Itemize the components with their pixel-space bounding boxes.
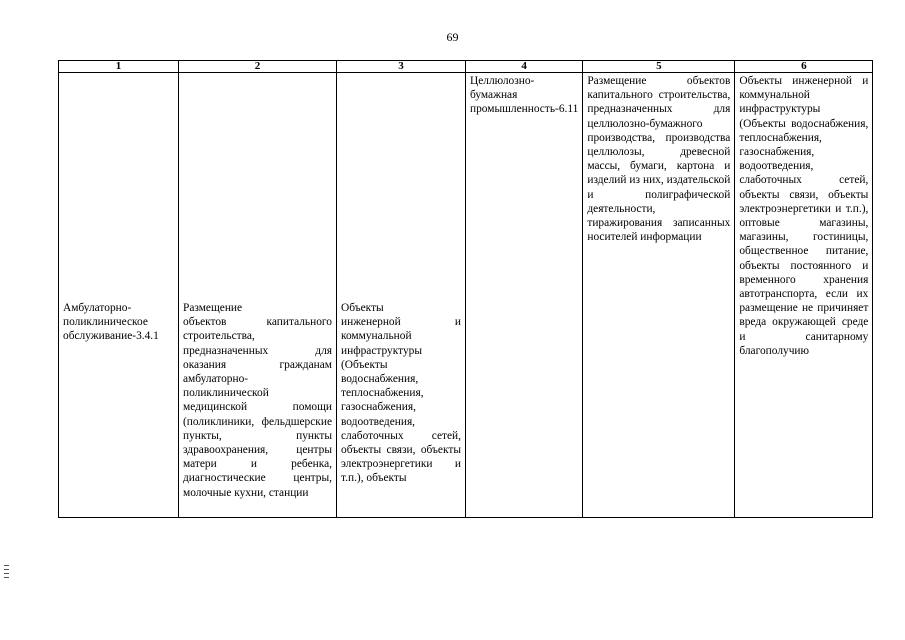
use-name-ambulatory: Амбулаторно-поликлиническое обслуживание-3.4.1 xyxy=(63,302,159,343)
header-col-6: 6 xyxy=(735,61,873,73)
objects-first-word: Объекты xyxy=(341,302,384,314)
header-col-5: 5 xyxy=(583,61,735,73)
cell-objects-ambulatory xyxy=(337,73,466,518)
header-col-3: 3 xyxy=(337,61,466,73)
table-row xyxy=(59,73,873,518)
header-row xyxy=(59,61,873,73)
use-name-pulp-paper: Целлюлозно-бумажная промышленность-6.11 xyxy=(470,75,579,116)
description-first-word: Размещение xyxy=(183,302,243,314)
margin-scan-mark xyxy=(4,565,9,581)
permitted-use-table xyxy=(58,60,873,518)
header-col-2: 2 xyxy=(179,61,337,73)
cell-description-pulp-paper xyxy=(583,73,735,518)
description-pulp-paper: Размещение объектов капитального строительства, предназначенных для целлюлозно-бумажного производства, производства целлюлозы, древесной массы, бумаги, картона и изделий из них, издательской и полиграфической деятельности, тиражирования записанных носителей информации xyxy=(587,75,731,244)
header-col-4: 4 xyxy=(466,61,583,73)
cell-use-name-pulp-paper xyxy=(466,73,583,518)
description-ambulatory: объектов капитального строительства, предназначенных для оказания гражданам амбулаторно-поликлинической медицинской помощи (поликлиники, фельдшерские пункты, пункты здравоохранения, центры матери и ребенка, диагностические центры, молочные кухни, станции xyxy=(183,316,332,499)
header-col-1: 1 xyxy=(59,61,179,73)
objects-ambulatory: инженерной и коммунальной инфраструктуры (Объекты водоснабжения, теплоснабжения, газоснабжения, водоотведения, слаботочных сетей, объекты связи, объекты электроэнергетики и т.п.), объекты xyxy=(341,316,461,485)
cell-description-ambulatory xyxy=(179,73,337,518)
cell-use-name-ambulatory xyxy=(59,73,179,518)
objects-pulp-paper: Объекты инженерной и коммунальной инфраструктуры (Объекты водоснабжения, теплоснабжения, газоснабжения, водоотведения, слаботочных сетей, объекты связи, объекты электроэнергетики и т.п.), оптовые магазины, магазины, гостиницы, общественное питание, объекты постоянного и временного хранения автотранспорта, если их размещение не причиняет вреда окружающей среде и санитарному благополучию xyxy=(739,75,869,357)
cell-objects-pulp-paper xyxy=(735,73,873,518)
page-number: 69 xyxy=(446,30,459,44)
